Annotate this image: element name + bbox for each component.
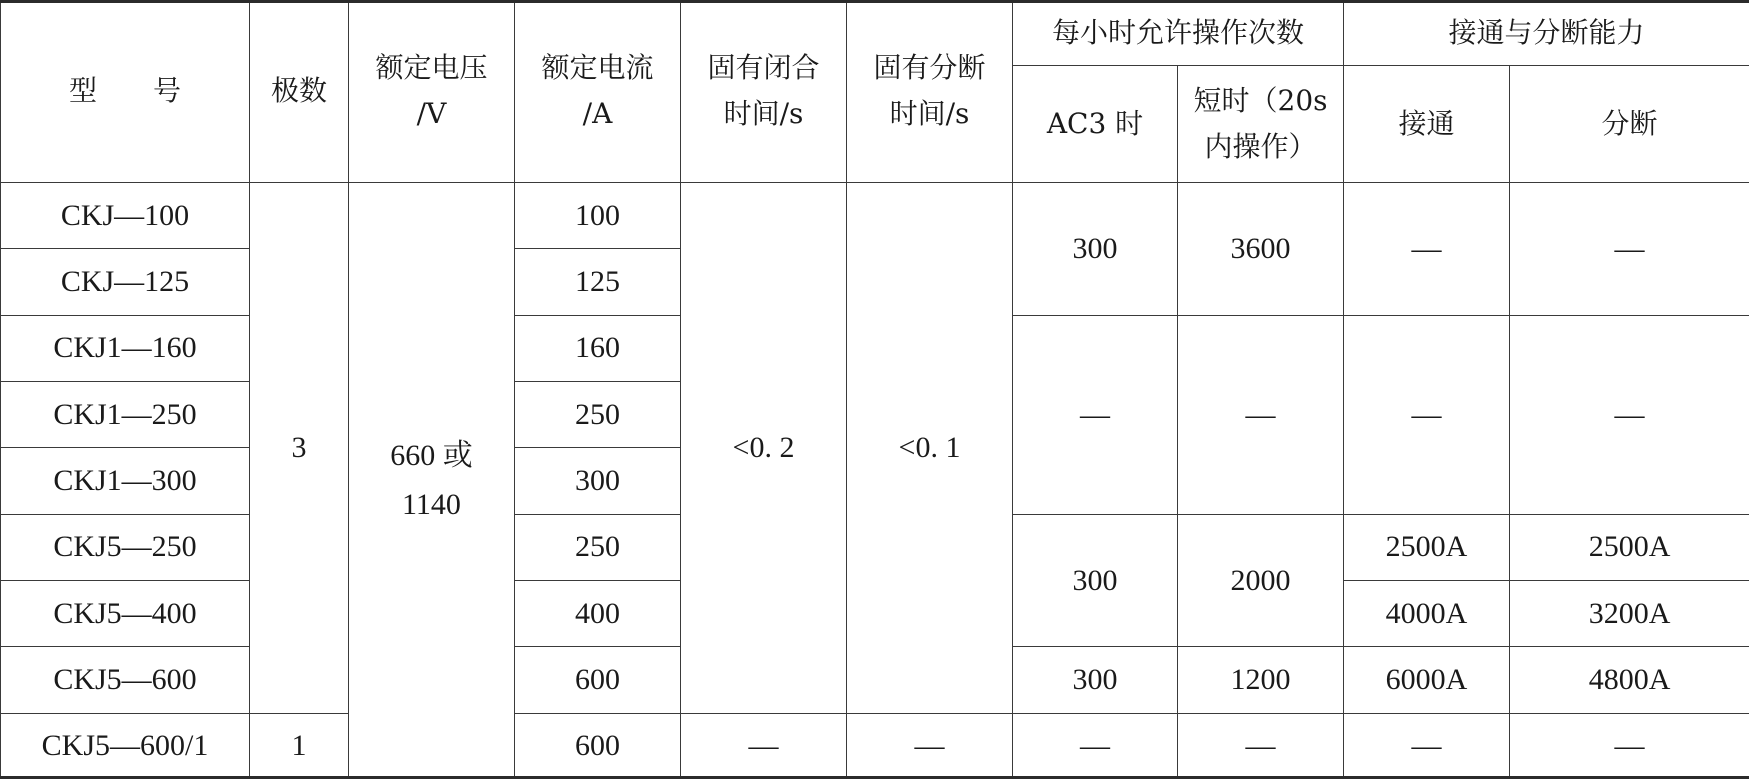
header-poles-label: 极数 [270,74,327,108]
header-model [1,1,250,183]
cell-voltage-line2: 1140 [402,488,461,522]
header-close-time-line1: 固有闭合 [707,51,820,85]
cell-break-time-merged: <0. 1 [847,182,1013,713]
cell-break: — [1510,713,1749,778]
cell-current: 600 [515,713,681,778]
header-make-break-label: 接通与分断能力 [1448,16,1645,50]
table-bottom-rule [0,776,1749,779]
cell-model: CKJ—100 [1,182,250,248]
header-model-label: 型 号 [68,74,181,108]
header-close-time-line2: 时间/s [723,97,804,131]
cell-poles-merged: 3 [250,182,349,713]
cell-current: 250 [515,514,681,580]
cell-model: CKJ1—300 [1,448,250,514]
cell-current: 300 [515,448,681,514]
header-rated-voltage-line2: /V [416,97,447,131]
header-break-time-line2: 时间/s [889,97,970,131]
header-close-time [681,1,847,183]
cell-ac3-ckj1: — [1013,315,1178,514]
cell-short: — [1178,713,1344,778]
cell-model: CKJ—125 [1,249,250,315]
header-ops-ac3-label: AC3 时 [1046,107,1144,141]
cell-make: 2500A [1344,514,1510,580]
header-row-1 [1,1,1749,66]
header-ops-per-hour-label: 每小时允许操作次数 [1052,16,1305,50]
cell-current: 125 [515,249,681,315]
cell-make: 6000A [1344,647,1510,713]
cell-make: 4000A [1344,580,1510,646]
cell-make: — [1344,713,1510,778]
cell-break-ckj: — [1510,182,1749,315]
cell-voltage-merged [349,182,515,778]
header-ops-short-line1: 短时（20s [1193,83,1328,117]
cell-make-ckj: — [1344,182,1510,315]
cell-make-ckj1: — [1344,315,1510,514]
cell-current: 400 [515,580,681,646]
header-rated-current [515,1,681,183]
cell-model: CKJ5—600/1 [1,713,250,778]
cell-close-time-merged: <0. 2 [681,182,847,713]
table-row [1,182,1749,248]
cell-current: 600 [515,647,681,713]
header-rated-current-line1: 额定电流 [541,51,654,85]
header-ops-per-hour [1013,1,1344,66]
table-row [1,713,1749,778]
header-rated-voltage [349,1,515,183]
header-make-label: 接通 [1398,107,1455,141]
cell-current: 100 [515,182,681,248]
cell-model: CKJ1—160 [1,315,250,381]
cell-close-time: — [681,713,847,778]
header-make-break [1344,1,1749,66]
cell-ac3-ckj: 300 [1013,182,1178,315]
table-top-rule [0,0,1749,3]
cell-model: CKJ5—250 [1,514,250,580]
cell-break-time: — [847,713,1013,778]
header-ops-short-line2: 内操作） [1204,130,1317,164]
header-ops-short [1178,66,1344,183]
header-make [1344,66,1510,183]
cell-model: CKJ5—600 [1,647,250,713]
header-rated-current-line2: /A [582,97,613,131]
cell-break: 4800A [1510,647,1749,713]
cell-current: 250 [515,381,681,447]
cell-ac3: — [1013,713,1178,778]
cell-break-ckj1: — [1510,315,1749,514]
header-rated-voltage-line1: 额定电压 [375,51,488,85]
header-break-time [847,1,1013,183]
cell-model: CKJ5—400 [1,580,250,646]
cell-ac3: 300 [1013,647,1178,713]
cell-poles: 1 [250,713,349,778]
header-poles [250,1,349,183]
cell-break: 2500A [1510,514,1749,580]
cell-short: 1200 [1178,647,1344,713]
cell-short-ckj1: — [1178,315,1344,514]
cell-current: 160 [515,315,681,381]
cell-voltage-line1: 660 或 [390,438,473,472]
cell-short-ckj: 3600 [1178,182,1344,315]
header-break [1510,66,1749,183]
cell-ac3-ckj5: 300 [1013,514,1178,647]
cell-break: 3200A [1510,580,1749,646]
header-ops-ac3 [1013,66,1178,183]
cell-short-ckj5: 2000 [1178,514,1344,647]
header-break-label: 分断 [1601,107,1658,141]
header-break-time-line1: 固有分断 [873,51,986,85]
cell-model: CKJ1—250 [1,381,250,447]
